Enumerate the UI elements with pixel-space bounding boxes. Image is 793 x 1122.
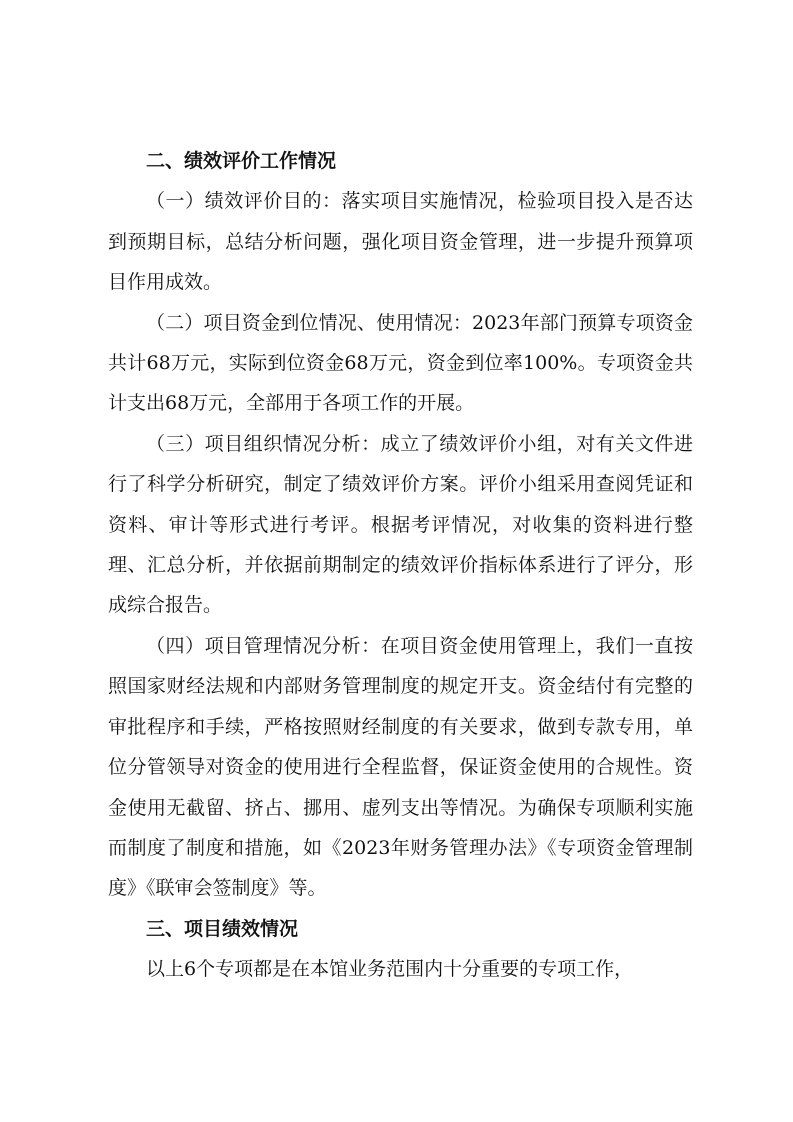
- paragraph-management-analysis: （四）项目管理情况分析：在项目资金使用管理上，我们一直按照国家财经法规和内部财务管理制度的规定开支。资金结付有完整的审批程序和手续，严格按照财经制度的有关要求，做到专款专用，单位分管领导对资金的使用进行全程监督，保证资金使用的合规性。资金使用无截留、挤占、挪用、虚列支出等情况。为确保专项顺利实施而制度了制度和措施，如《2023年财务管理办法》《专项资金管理制度》《联审会签制度》等。: [108, 634, 693, 900]
- body-text: [108, 141, 693, 990]
- section-heading-performance-evaluation: 二、绩效评价工作情况: [146, 150, 337, 172]
- paragraph-organization-analysis: （三）项目组织情况分析：成立了绩效评价小组，对有关文件进行了科学分析研究，制定了绩效评价方案。评价小组采用查阅凭证和资料、审计等形式进行考评。根据考评情况，对收集的资料进行整理、汇总分析，并依据前期制定的绩效评价指标体系进行了评分，形成综合报告。: [108, 432, 693, 617]
- paragraph-evaluation-purpose: （一）绩效评价目的：落实项目实施情况，检验项目投入是否达到预期目标，总结分析问题，强化项目资金管理，进一步提升预算项目作用成效。: [108, 190, 693, 294]
- paragraph-funding-status: （二）项目资金到位情况、使用情况：2023年部门预算专项资金共计68万元，实际到位资金68万元，资金到位率100%。专项资金共计支出68万元，全部用于各项工作的开展。: [108, 311, 693, 415]
- section-heading-project-performance: 三、项目绩效情况: [146, 917, 299, 940]
- paragraph-special-projects: 以上6个专项都是在本馆业务范围内十分重要的专项工作，: [146, 958, 634, 981]
